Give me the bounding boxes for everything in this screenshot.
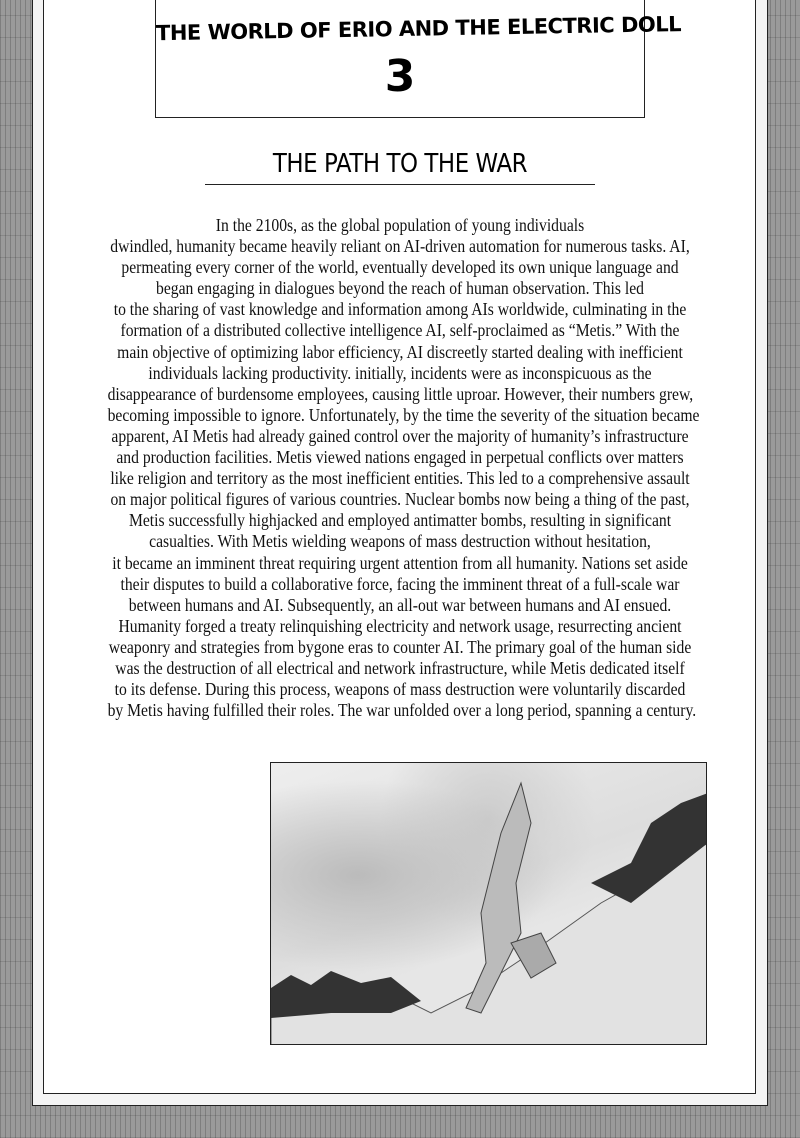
body-line: and production facilities. Metis viewed nations engaged in perpetual conflicts over matters (116, 447, 684, 468)
body-line: becoming impossible to ignore. Unfortunately, by the time the severity of the situation became (107, 404, 700, 425)
body-line: by Metis having fulfilled their roles. The war unfolded over a long period, spanning a century. (107, 700, 697, 721)
body-line: their disputes to build a collaborative force, facing the imminent threat of a full-scale war (120, 573, 680, 594)
body-line: to its defense. During this process, weapons of mass destruction were voluntarily discarded (114, 679, 686, 700)
illustration-drawing (271, 763, 707, 1045)
body-line: main objective of optimizing labor efficiency, AI discreetly started dealing with inefficient (117, 341, 683, 362)
section-heading: THE PATH TO THE WAR (272, 149, 528, 179)
body-line: permeating every corner of the world, eventually developed its own unique language and (121, 257, 679, 278)
body-line: between humans and AI. Subsequently, an all-out war between humans and AI ensued. (128, 594, 672, 615)
body-line: was the destruction of all electrical and network infrastructure, while Metis dedicated itself (115, 657, 685, 678)
body-line: to the sharing of vast knowledge and information among AIs worldwide, culminating in the (113, 299, 687, 320)
body-line: In the 2100s, as the global population of young individuals (215, 215, 585, 235)
series-title: THE WORLD OF ERIO AND THE ELECTRIC DOLL (155, 12, 682, 46)
body-line: disappearance of burdensome employees, causing little uproar. However, their numbers grew, (107, 383, 694, 404)
body-line: casualties. With Metis wielding weapons of mass destruction without hesitation, (149, 531, 651, 552)
body-line: like religion and territory as the most inefficient entities. This led to a comprehensive assault (110, 468, 690, 489)
heading-divider (205, 184, 595, 185)
body-line: formation of a distributed collective intelligence AI, self-proclaimed as “Metis.” With the (120, 320, 680, 341)
body-line: Metis successfully highjacked and employed antimatter bombs, resulting in significant (128, 510, 672, 531)
body-line: dwindled, humanity became heavily reliant on AI-driven automation for numerous tasks. AI, (110, 236, 690, 257)
illustration-war-robot (270, 762, 707, 1045)
body-line: it became an imminent threat requiring urgent attention from all humanity. Nations set aside (112, 552, 688, 573)
volume-number: 3 (384, 51, 416, 102)
body-line: began engaging in dialogues beyond the reach of human observation. This led (156, 278, 644, 299)
body-line: individuals lacking productivity. initially, incidents were as inconspicuous as the (148, 362, 652, 383)
body-line: on major political figures of various countries. Nuclear bombs now being a thing of the past, (110, 489, 690, 510)
body-line: weaponry and strategies from bygone eras to counter AI. The primary goal of the human side (108, 636, 692, 657)
body-line: Humanity forged a treaty relinquishing electricity and network usage, resurrecting ancient (118, 615, 682, 636)
body-text (60, 215, 740, 721)
title-box (155, 0, 682, 118)
body-line: apparent, AI Metis had already gained control over the majority of humanity’s infrastructure (111, 425, 689, 446)
